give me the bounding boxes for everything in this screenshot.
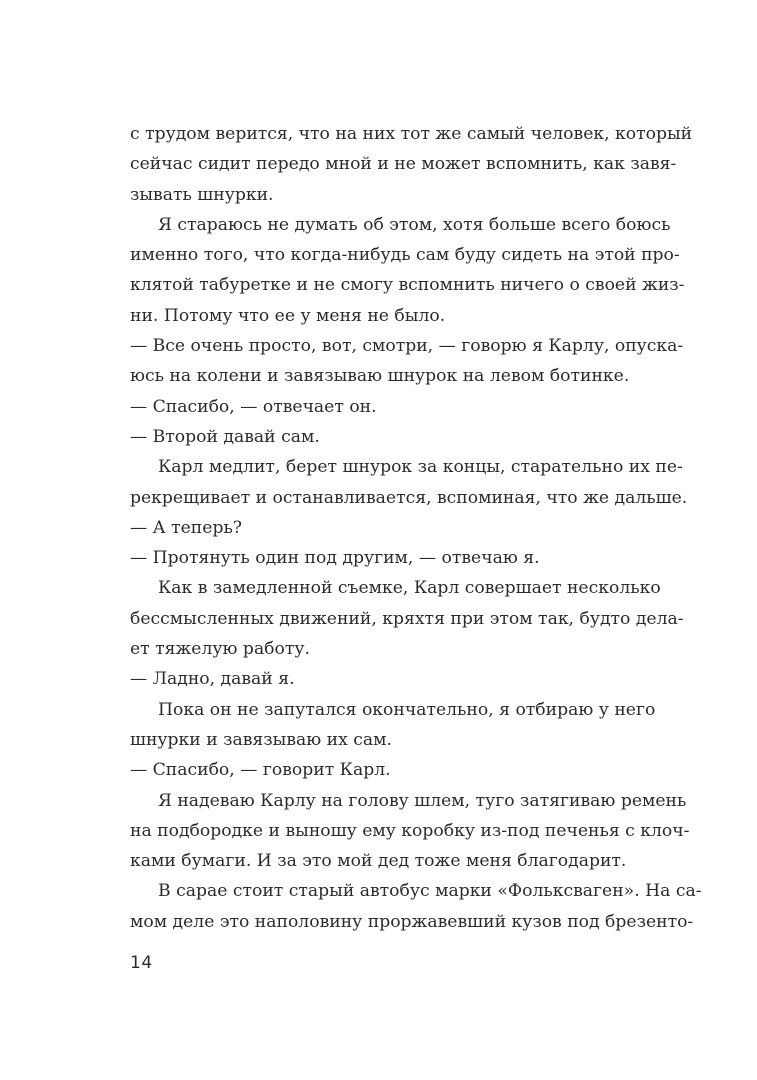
dialogue-line: — Ладно, давай я.: [130, 669, 295, 690]
text-line: рекрещивает и останавливается, вспоминая, что же дальше.: [130, 487, 688, 508]
text-line: Карл медлит, берет шнурок за концы, старательно их пе-: [158, 457, 683, 478]
text-line: бессмысленных движений, кряхтя при этом так, будто дела-: [130, 608, 684, 629]
text-line: Я стараюсь не думать об этом, хотя больше всего боюсь: [158, 214, 671, 235]
text-line: на подбородке и выношу ему коробку из-под печенья с клоч-: [130, 820, 690, 841]
dialogue-line: — Спасибо, — отвечает он.: [130, 396, 377, 417]
page-number: 14: [130, 953, 153, 973]
text-line: с трудом верится, что на них тот же самый человек, который: [130, 124, 693, 144]
text-line: Как в замедленной съемке, Карл совершает несколько: [158, 578, 661, 599]
text-line: ет тяжелую работу.: [130, 639, 310, 660]
text-line: шнурки и завязываю их сам.: [130, 729, 392, 750]
text-line: ками бумаги. И за это мой дед тоже меня благодарит.: [130, 851, 627, 872]
dialogue-line: — А теперь?: [130, 517, 243, 538]
dialogue-line: — Спасибо, — говорит Карл.: [130, 760, 391, 781]
dialogue-line: — Протянуть один под другим, — отвечаю я.: [130, 548, 540, 569]
dialogue-line: — Все очень просто, вот, смотри, — говорю я Карлу, опуска-: [130, 336, 684, 357]
body-text: [130, 119, 702, 937]
text-line: юсь на колени и завязываю шнурок на левом ботинке.: [130, 366, 630, 387]
text-line: ни. Потому что ее у меня не было.: [130, 305, 446, 326]
text-line: клятой табуретке и не смогу вспомнить ничего о своей жиз-: [130, 275, 685, 296]
text-line: сейчас сидит передо мной и не может вспомнить, как завя-: [130, 154, 677, 175]
text-line: именно того, что когда-нибудь сам буду сидеть на этой про-: [130, 245, 680, 266]
dialogue-line: — Второй давай сам.: [130, 426, 320, 447]
text-line: В сарае стоит старый автобус марки «Фольксваген». На са-: [158, 881, 702, 902]
text-line: Я надеваю Карлу на голову шлем, туго затягиваю ремень: [158, 790, 687, 811]
text-line: зывать шнурки.: [130, 184, 274, 205]
text-line: Пока он не запутался окончательно, я отбираю у него: [158, 699, 656, 720]
text-line: мом деле это наполовину проржавевший кузов под брезенто-: [130, 911, 694, 932]
